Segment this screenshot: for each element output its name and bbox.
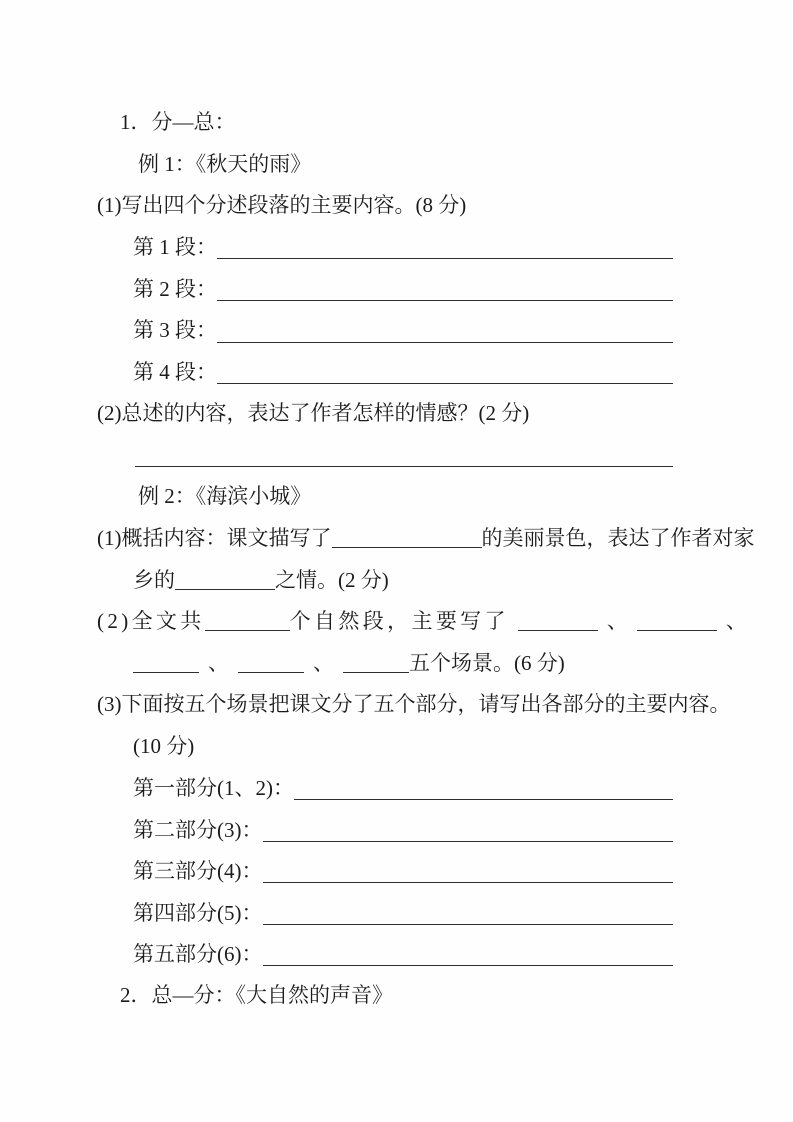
enumeration-comma: 、	[725, 609, 747, 634]
paragraph-2-answer-line	[133, 263, 793, 305]
question-text: 个自然段，主要写了	[289, 609, 509, 634]
question-text: 五个场景。(6 分)	[409, 650, 565, 675]
example-1-question-1: (1)写出四个分述段落的主要内容。(8 分)	[97, 193, 467, 218]
answer-blank	[217, 383, 673, 384]
section-1-heading-line	[120, 97, 793, 139]
example-2-title-line	[138, 471, 793, 513]
part-4-label: 第四部分(5)：	[133, 900, 263, 925]
answer-blank	[263, 841, 674, 842]
section-2-heading-line	[120, 970, 793, 1012]
answer-blank	[332, 544, 482, 548]
part-4-answer-line	[133, 887, 793, 929]
part-2-label: 第二部分(3)：	[133, 817, 263, 842]
question-text: 之情。(2 分)	[275, 567, 389, 592]
question-text: 乡的	[133, 567, 175, 592]
paragraph-1-answer-line	[133, 222, 793, 264]
question-text: 的美丽景色，表达了作者对家	[481, 525, 755, 550]
example-2-question-1-line-1	[97, 513, 793, 555]
answer-blank	[518, 627, 598, 631]
example-2-question-2-line-1	[97, 596, 793, 638]
part-3-label: 第三部分(4)：	[133, 859, 263, 884]
paragraph-4-label: 第 4 段：	[133, 360, 217, 385]
example-1-question-2-answer-line	[135, 430, 793, 472]
worksheet-content	[0, 97, 793, 1012]
answer-blank	[175, 586, 275, 590]
answer-blank	[205, 627, 290, 631]
example-2-question-3-line	[97, 679, 793, 721]
part-5-label: 第五部分(6)：	[133, 942, 263, 967]
question-text: (1)概括内容：课文描写了	[97, 525, 332, 550]
answer-blank	[133, 669, 199, 673]
question-text: (2)全文共	[97, 609, 205, 634]
example-1-title-line	[138, 139, 793, 181]
paragraph-2-label: 第 2 段：	[133, 276, 217, 301]
section-1-heading: 1．分—总：	[120, 110, 236, 134]
example-2-question-1-line-2	[133, 555, 793, 597]
part-5-answer-line	[133, 929, 793, 971]
part-1-label: 第一部分(1、2)：	[133, 775, 294, 800]
example-2-title: 例 2：《海滨小城》	[138, 484, 312, 509]
answer-blank	[263, 882, 674, 883]
example-2-question-3: (3)下面按五个场景把课文分了五个部分，请写出各部分的主要内容。	[97, 692, 731, 717]
example-1-question-1-line	[97, 180, 793, 222]
answer-blank	[637, 627, 717, 631]
answer-blank	[343, 669, 409, 673]
answer-blank	[263, 924, 674, 925]
answer-blank	[217, 300, 673, 301]
enumeration-comma: 、	[208, 650, 229, 675]
paragraph-3-answer-line	[133, 305, 793, 347]
paragraph-1-label: 第 1 段：	[133, 235, 217, 260]
answer-blank	[263, 965, 674, 966]
example-1-question-2: (2)总述的内容，表达了作者怎样的情感？(2 分)	[97, 401, 530, 426]
example-2-question-2-line-2	[133, 638, 793, 680]
part-1-answer-line	[133, 763, 793, 805]
section-2-heading: 2．总—分：《大自然的声音》	[120, 983, 393, 1008]
paragraph-3-label: 第 3 段：	[133, 318, 217, 343]
paragraph-4-answer-line	[133, 347, 793, 389]
answer-blank	[217, 342, 673, 343]
example-2-question-3-points-line	[133, 721, 793, 763]
part-2-answer-line	[133, 804, 793, 846]
enumeration-comma: 、	[313, 650, 334, 675]
answer-blank	[135, 466, 673, 467]
part-3-answer-line	[133, 846, 793, 888]
enumeration-comma: 、	[606, 609, 628, 634]
points-label: (10 分)	[133, 733, 195, 758]
answer-blank	[217, 258, 673, 259]
example-1-question-2-line	[97, 388, 793, 430]
answer-blank	[294, 799, 673, 800]
answer-blank	[238, 669, 304, 673]
example-1-title: 例 1：《秋天的雨》	[138, 151, 312, 176]
